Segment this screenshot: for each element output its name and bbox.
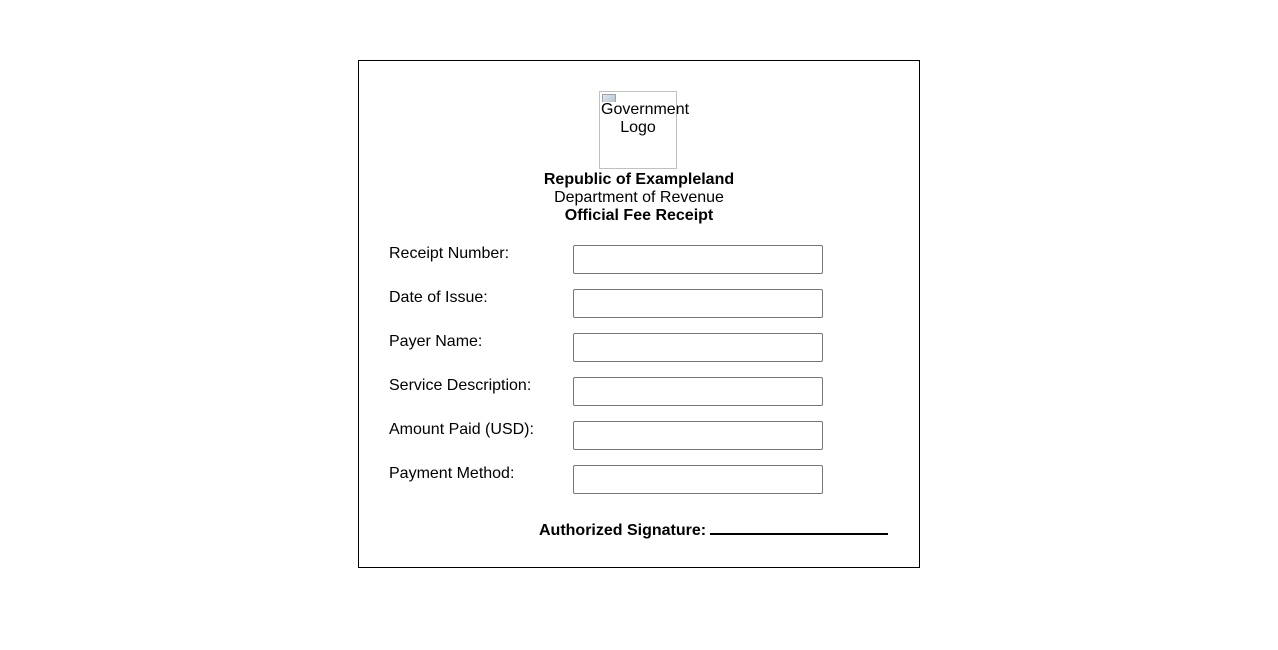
payer-name-row (389, 333, 829, 363)
amount-paid-input[interactable] (573, 421, 823, 450)
date-of-issue-input[interactable] (573, 289, 823, 318)
date-of-issue-label: Date of Issue: (389, 289, 488, 306)
signature-label: Authorized Signature: (539, 522, 707, 539)
receipt-title: Official Fee Receipt (564, 207, 714, 224)
receipt-number-row (389, 245, 829, 275)
service-description-label: Service Description: (389, 377, 532, 394)
logo-alt-line-2: Logo (620, 119, 656, 136)
payment-method-row (389, 465, 829, 495)
country-name: Republic of Exampleland (543, 171, 735, 188)
department-name: Department of Revenue (554, 189, 724, 206)
authorized-signature (539, 519, 888, 540)
payment-method-label: Payment Method: (389, 465, 515, 482)
payment-method-input[interactable] (573, 465, 823, 494)
payer-name-label: Payer Name: (389, 333, 483, 350)
government-logo-image (599, 91, 690, 169)
date-of-issue-row (389, 289, 829, 319)
logo-alt-line-1: Government (601, 101, 690, 118)
fee-receipt-form (358, 60, 920, 568)
receipt-number-label: Receipt Number: (389, 245, 510, 262)
service-description-row (389, 377, 829, 407)
signature-line (710, 519, 888, 535)
service-description-input[interactable] (573, 377, 823, 406)
receipt-header (359, 171, 919, 225)
amount-paid-row (389, 421, 829, 451)
amount-paid-label: Amount Paid (USD): (389, 421, 534, 438)
logo-alt-text (600, 101, 690, 137)
receipt-number-input[interactable] (573, 245, 823, 274)
payer-name-input[interactable] (573, 333, 823, 362)
